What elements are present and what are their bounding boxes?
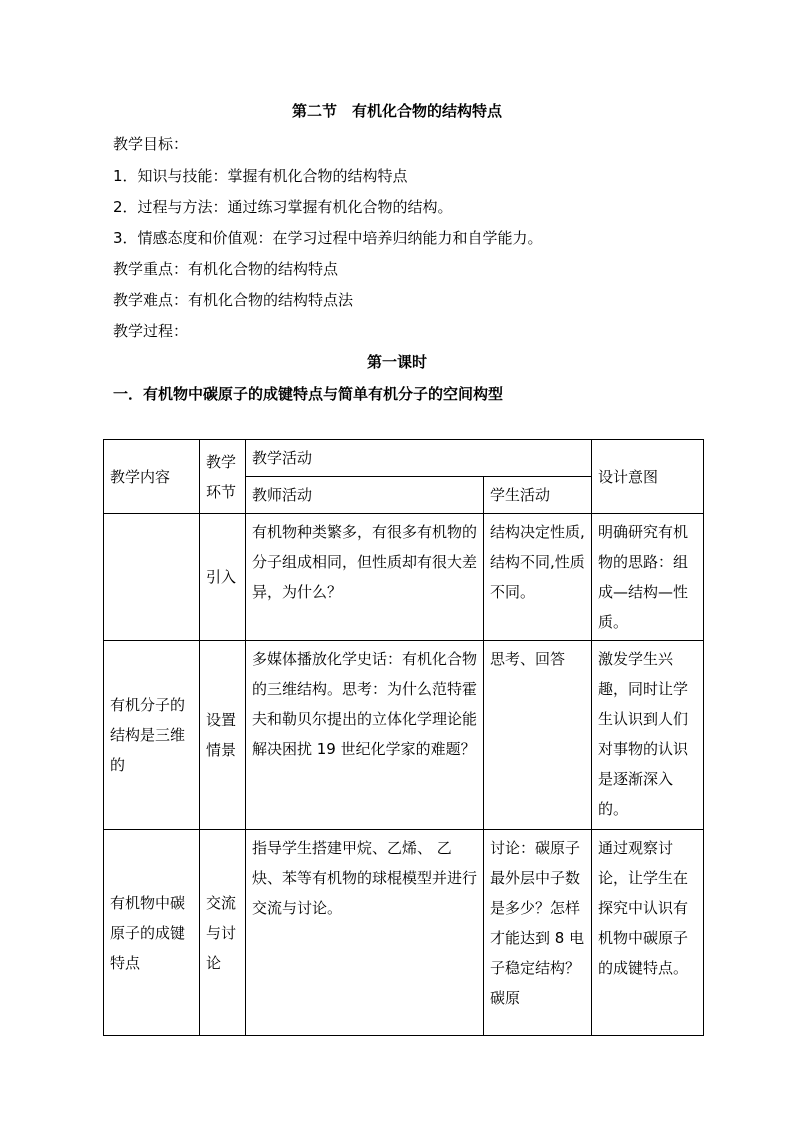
header-stage: 教学环节 [200, 440, 246, 514]
page-title: 第二节 有机化合物的结构特点 [291, 102, 502, 120]
section-heading: 一．有机物中碳原子的成键特点与简单有机分子的空间构型 [113, 385, 504, 403]
row-intent: 明确研究有机物的思路：组成—结构—性质。 [592, 514, 704, 641]
lesson-heading: 第一课时 [366, 353, 427, 371]
row-content: 有机分子的结构是三维的 [104, 641, 200, 830]
table-row [104, 641, 704, 830]
goals-heading: 教学目标： [113, 135, 189, 153]
row-teacher: 多媒体播放化学史话：有机化合物的三维结构。思考：为什么范特霍夫和勒贝尔提出的立体化学理论能解决困扰 19 世纪化学家的难题？ [246, 641, 484, 830]
header-activity: 教学活动 [246, 440, 592, 477]
goal-process: 2．过程与方法：通过练习掌握有机化合物的结构。 [113, 198, 453, 216]
process-heading: 教学过程： [113, 322, 189, 340]
row-student: 结构决定性质,结构不同,性质不同。 [484, 514, 592, 641]
difficulty: 教学难点：有机化合物的结构特点法 [113, 291, 354, 309]
row-content: 有机物中碳原子的成键特点 [104, 830, 200, 1036]
goal-attitude: 3．情感态度和价值观：在学习过程中培养归纳能力和自学能力。 [113, 229, 543, 247]
lesson-plan-table [103, 439, 704, 1036]
row-student: 思考、回答 [484, 641, 592, 830]
row-stage: 引入 [200, 514, 246, 641]
table-row [104, 830, 704, 1036]
row-stage: 交流与讨论 [200, 830, 246, 1036]
row-content [104, 514, 200, 641]
row-intent: 激发学生兴趣，同时让学生认识到人们对事物的认识是逐渐深入的。 [592, 641, 704, 830]
header-intent: 设计意图 [592, 440, 704, 514]
row-teacher: 有机物种类繁多，有很多有机物的分子组成相同，但性质却有很大差异，为什么？ [246, 514, 484, 641]
goal-knowledge: 1．知识与技能：掌握有机化合物的结构特点 [113, 167, 408, 185]
table-row [104, 514, 704, 641]
header-student: 学生活动 [484, 477, 592, 514]
row-student: 讨论：碳原子最外层中子数是多少？怎样才能达到 8 电子稳定结构？碳原 [484, 830, 592, 1036]
row-teacher: 指导学生搭建甲烷、乙烯、 乙炔、苯等有机物的球棍模型并进行交流与讨论。 [246, 830, 484, 1036]
key-point: 教学重点：有机化合物的结构特点 [113, 260, 339, 278]
row-intent: 通过观察讨论，让学生在探究中认识有机物中碳原子的成键特点。 [592, 830, 704, 1036]
row-stage: 设置情景 [200, 641, 246, 830]
header-content: 教学内容 [104, 440, 200, 514]
header-teacher: 教师活动 [246, 477, 484, 514]
